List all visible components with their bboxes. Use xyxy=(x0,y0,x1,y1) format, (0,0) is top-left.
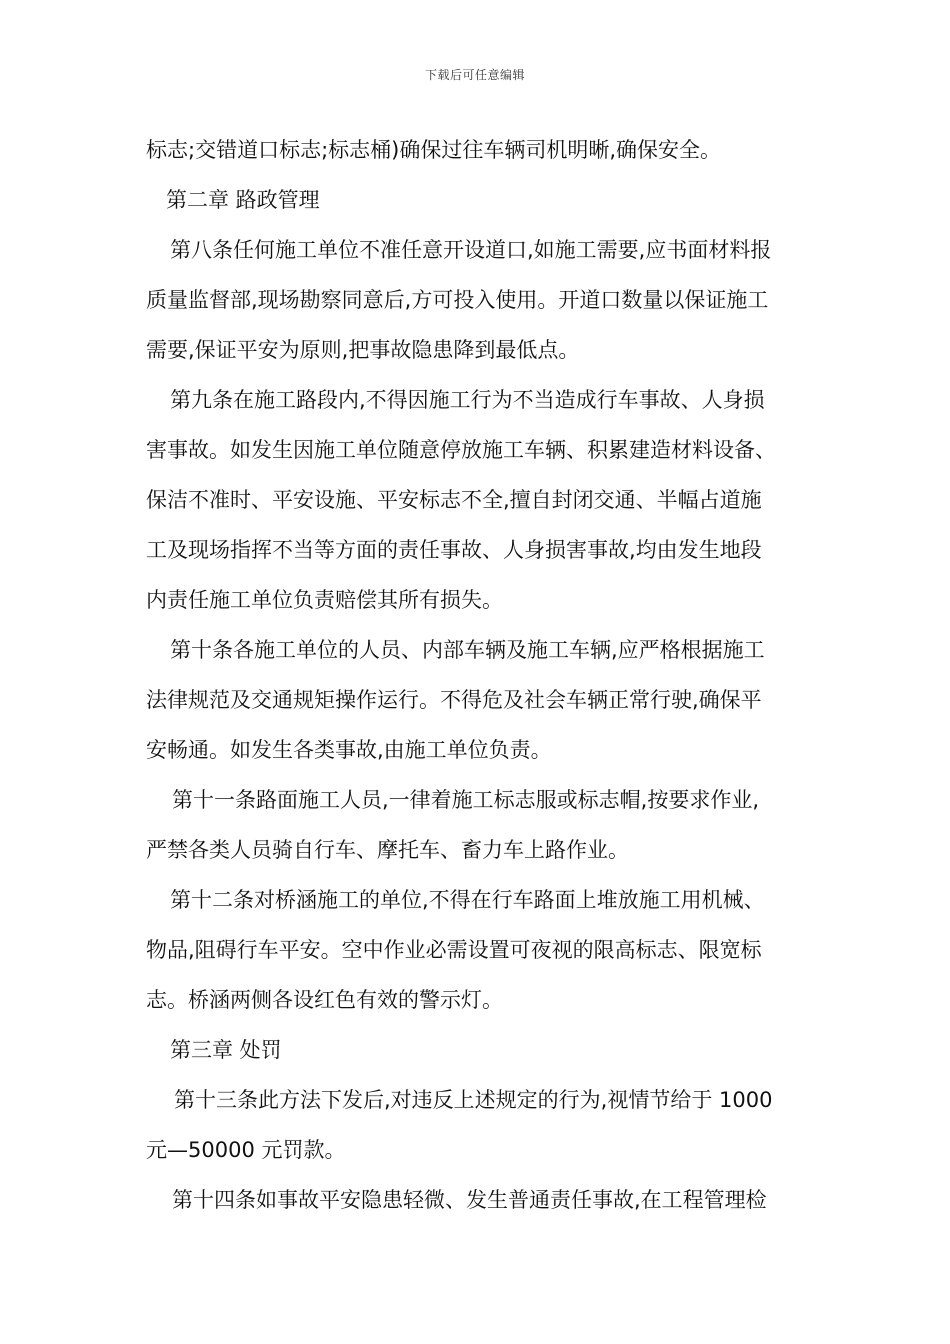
text-line: 质量监督部,现场勘察同意后,方可投入使用。开道口数量以保证施工 xyxy=(146,288,769,312)
text-line: 志。桥涵两侧各设红色有效的警示灯。 xyxy=(146,988,503,1012)
text-line: 物品,阻碍行车平安。空中作业必需设置可夜视的限高标志、限宽标 xyxy=(146,938,762,962)
text-line: 害事故。如发生因施工单位随意停放施工车辆、积累建造材料设备、 xyxy=(146,438,776,462)
chapter-heading: 第二章 路政管理 xyxy=(166,188,320,212)
text-line: 安畅通。如发生各类事故,由施工单位负责。 xyxy=(146,738,552,762)
text-line: 严禁各类人员骑自行车、摩托车、畜力车上路作业。 xyxy=(146,838,629,862)
text-line: 保洁不准时、平安设施、平安标志不全,擅自封闭交通、半幅占道施 xyxy=(146,488,762,512)
text-line: 元—50000 元罚款。 xyxy=(146,1138,346,1162)
text-line: 第十三条此方法下发后,对违反上述规定的行为,视情节给于 1000 xyxy=(174,1088,773,1112)
text-line: 第十四条如事故平安隐患轻微、发生普通责任事故,在工程管理检 xyxy=(172,1188,767,1212)
text-line: 内责任施工单位负责赔偿其所有损失。 xyxy=(146,588,503,612)
text-line: 标志;交错道口标志;标志桶)确保过往车辆司机明晰,确保安全。 xyxy=(146,138,722,162)
text-line: 第十一条路面施工人员,一律着施工标志服或标志帽,按要求作业, xyxy=(172,788,760,812)
chapter-heading: 第三章 处罚 xyxy=(170,1038,282,1062)
page-header: 下载后可任意编辑 xyxy=(424,68,525,82)
text-line: 第十二条对桥涵施工的单位,不得在行车路面上堆放施工用机械、 xyxy=(170,888,765,912)
text-line: 需要,保证平安为原则,把事故隐患降到最低点。 xyxy=(146,338,580,362)
text-line: 工及现场指挥不当等方面的责任事故、人身损害事故,均由发生地段 xyxy=(146,538,762,562)
text-line: 第十条各施工单位的人员、内部车辆及施工车辆,应严格根据施工 xyxy=(170,638,765,662)
text-line: 法律规范及交通规矩操作运行。不得危及社会车辆正常行驶,确保平 xyxy=(146,688,762,712)
text-line: 第八条任何施工单位不准任意开设道口,如施工需要,应书面材料报 xyxy=(170,238,772,262)
text-line: 第九条在施工路段内,不得因施工行为不当造成行车事故、人身损 xyxy=(170,388,765,412)
